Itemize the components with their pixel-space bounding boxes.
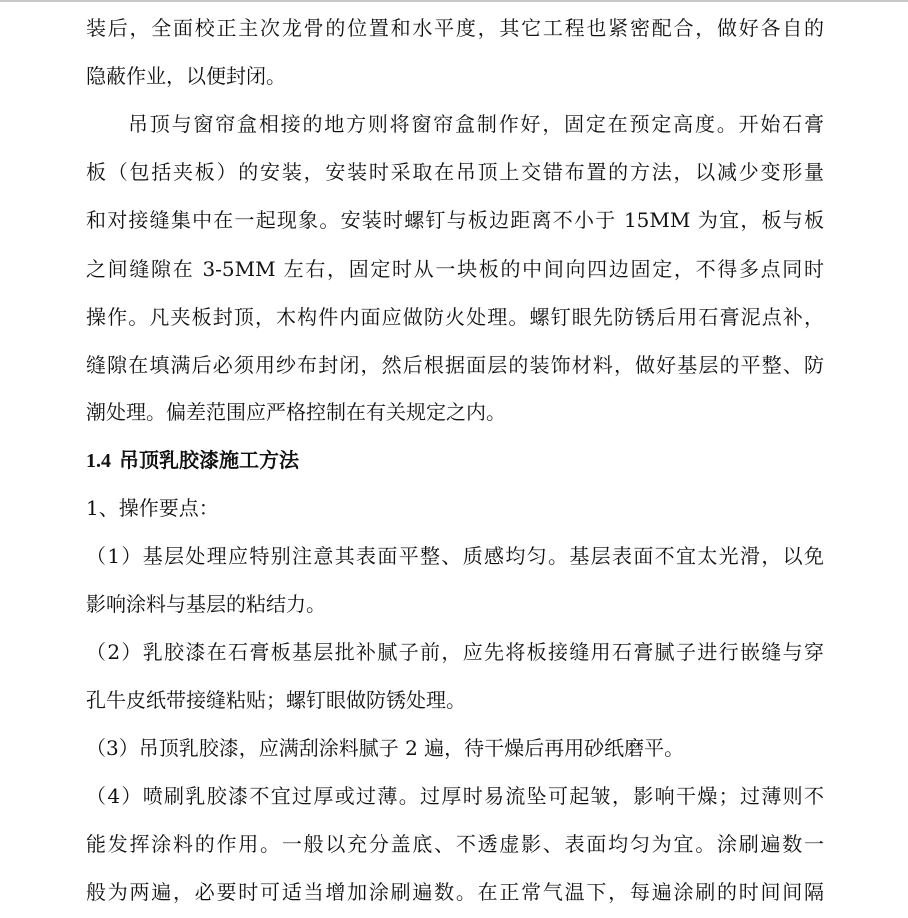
- section-heading: [86, 446, 299, 474]
- paragraph-line: 隐蔽作业，以便封闭。: [86, 64, 286, 88]
- list-item-line: 孔牛皮纸带接缝粘贴；螺钉眼做防锈处理。: [86, 688, 466, 712]
- paragraph-line: 潮处理。偏差范围应严格控制在有关规定之内。: [86, 400, 506, 424]
- paragraph-line: 吊顶与窗帘盒相接的地方则将窗帘盒制作好，固定在预定高度。开始石膏: [128, 112, 824, 136]
- section-number: 1.4: [86, 450, 111, 472]
- list-item-line: 能发挥涂料的作用。一般以充分盖底、不透虚影、表面均匀为宜。涂刷遍数一: [86, 832, 824, 856]
- paragraph-line: 之间缝隙在 3-5MM 左右，固定时从一块板的中间向四边固定，不得多点同时: [86, 257, 824, 281]
- section-title: 吊顶乳胶漆施工方法: [119, 448, 299, 472]
- list-item-line: （4）喷刷乳胶漆不宜过厚或过薄。过厚时易流坠可起皱，影响干燥；过薄则不: [86, 784, 824, 808]
- list-heading: 1、操作要点：: [86, 496, 219, 520]
- list-item-line: （1）基层处理应特别注意其表面平整、质感均匀。基层表面不宜太光滑，以免: [86, 544, 824, 568]
- paragraph-line: 装后，全面校正主次龙骨的位置和水平度，其它工程也紧密配合，做好各自的: [86, 16, 824, 40]
- paragraph-line: 和对接缝集中在一起现象。安装时螺钉与板边距离不小于 15MM 为宜，板与板: [86, 208, 824, 232]
- list-item-line: （3）吊顶乳胶漆，应满刮涂料腻子 2 遍，待干燥后再用砂纸磨平。: [86, 736, 685, 760]
- paragraph-line: 板（包括夹板）的安装，安装时采取在吊顶上交错布置的方法，以减少变形量: [86, 160, 824, 184]
- list-item-line: 影响涂料与基层的粘结力。: [86, 592, 326, 616]
- paragraph-line: 缝隙在填满后必须用纱布封闭，然后根据面层的装饰材料，做好基层的平整、防: [86, 353, 824, 377]
- list-item-line: 般为两遍，必要时可适当增加涂刷遍数。在正常气温下，每遍涂刷的时间间隔: [86, 880, 824, 904]
- list-item-line: （2）乳胶漆在石膏板基层批补腻子前，应先将板接缝用石膏腻子进行嵌缝与穿: [86, 640, 824, 664]
- paragraph-line: 操作。凡夹板封顶，木构件内面应做防火处理。螺钉眼先防锈后用石膏泥点补，: [86, 305, 824, 329]
